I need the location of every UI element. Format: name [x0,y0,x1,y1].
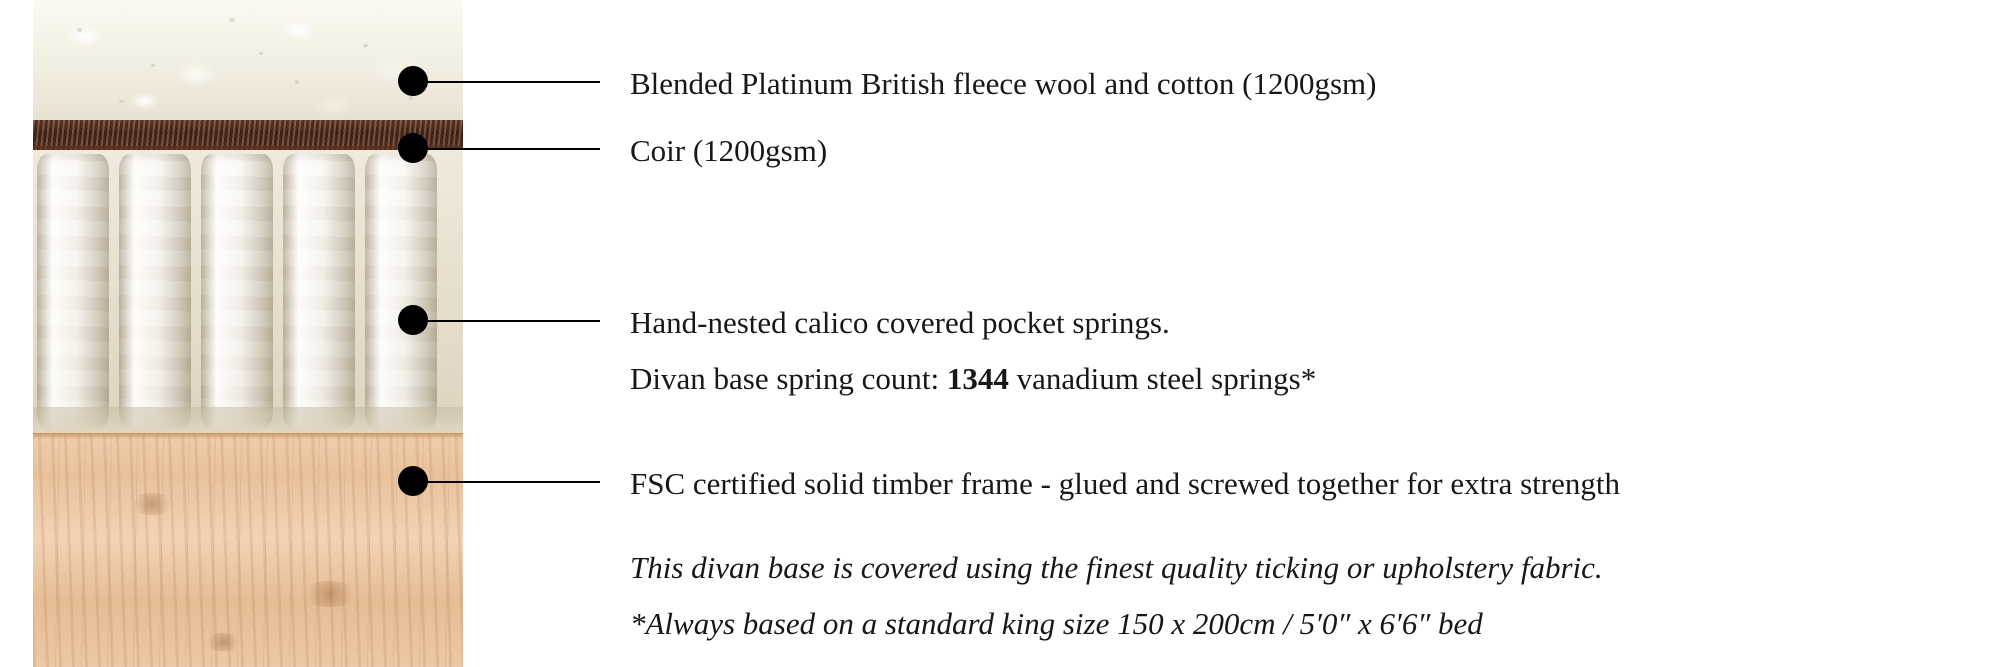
callout-springs-line-1: Hand-nested calico covered pocket springs. [630,305,1170,340]
pocket-springs-layer [33,150,463,433]
callout-wool [630,64,1376,105]
callout-frame [630,464,1620,505]
note-bed-size-label: *Always based on a standard king size 150 x 200cm / 5′0″ x 6′6″ bed [630,606,1483,641]
callout-springs [630,303,1316,400]
bullet-point-wool [398,66,428,96]
spring-count-suffix: vanadium steel springs* [1008,360,1317,396]
note-covering-fabric [630,548,1603,589]
timber-frame-layer [33,433,463,667]
wool-cotton-fleece-layer [33,0,463,120]
note-bed-size [630,604,1483,645]
leader-line-springs [420,320,600,322]
leader-line-wool [420,81,600,83]
bullet-point-springs [398,305,428,335]
callout-wool-label: Blended Platinum British fleece wool and cotton (1200gsm) [630,66,1377,101]
callout-springs-line-2 [630,359,1316,400]
note-covering-fabric-label: This divan base is covered using the finest quality ticking or upholstery fabric. [630,550,1603,585]
leader-line-frame [420,481,600,483]
leader-line-coir [420,148,600,150]
callout-coir [630,131,827,172]
spring-count-value: 1344 [946,360,1009,396]
spring-count-prefix: Divan base spring count: [630,360,947,396]
callout-coir-label: Coir (1200gsm) [630,133,828,168]
bullet-point-frame [398,466,428,496]
callout-frame-label: FSC certified solid timber frame - glued and screwed together for extra strength [630,466,1620,501]
bullet-point-coir [398,133,428,163]
divan-base-cutaway-image [33,0,463,667]
